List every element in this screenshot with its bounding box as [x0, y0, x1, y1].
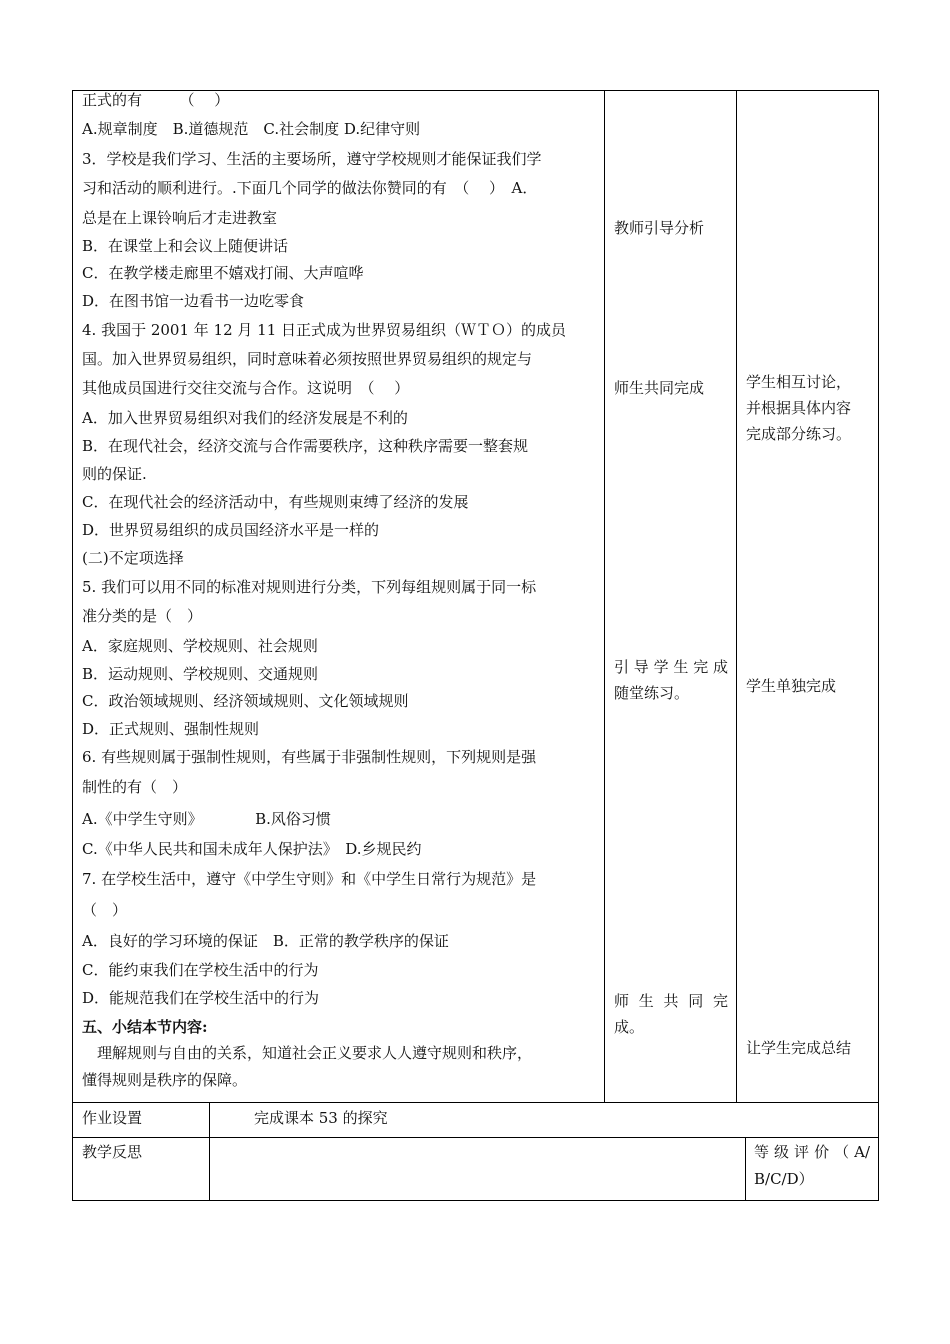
question-line: D．世界贸易组织的成员国经济水平是一样的	[82, 521, 380, 539]
question-line: D．正式规则、强制性规则	[82, 720, 260, 738]
question-line: 5. 我们可以用不同的标准对规则进行分类，下列每组规则属于同一标	[82, 578, 537, 596]
teacher-activity-3b: 随堂练习。	[614, 684, 690, 702]
question-line: A．家庭规则、学校规则、社会规则	[82, 637, 318, 655]
question-line: 3．学校是我们学习、生活的主要场所，遵守学校规则才能保证我们学	[82, 150, 542, 168]
summary-text: 懂得规则是秩序的保障。	[82, 1071, 248, 1089]
student-activity-2: 学生单独完成	[746, 677, 837, 695]
question-line: D．能规范我们在学校生活中的行为	[82, 989, 320, 1007]
teacher-activity-2: 师生共同完成	[614, 379, 705, 397]
question-line: B．在课堂上和会议上随便讲话	[82, 237, 289, 255]
question-line: 其他成员国进行交往交流与合作。这说明 （ ）	[82, 379, 410, 397]
column-divider-1	[604, 90, 605, 1102]
question-line: A.《中学生守则》 B.风俗习惯	[82, 810, 331, 828]
teacher-activity-4a: 师生共同完	[614, 992, 728, 1010]
homework-label: 作业设置	[82, 1109, 143, 1127]
question-line: C．能约束我们在学校生活中的行为	[82, 961, 319, 979]
row-divider-reflection	[72, 1137, 879, 1138]
question-line: 正式的有 （ ）	[82, 91, 230, 109]
grade-label: 等级评价（A/	[754, 1143, 870, 1161]
question-line: 4. 我国于 2001 年 12 月 11 日正式成为世界贸易组织（ＷＴＯ）的成员	[82, 321, 567, 339]
question-line: 习和活动的顺利进行。.下面几个同学的做法你赞同的有 （ ） A．	[82, 179, 538, 197]
row-divider-homework	[72, 1102, 879, 1103]
question-line: （ ）	[82, 901, 128, 919]
question-line: 总是在上课铃响后才走进教室	[82, 209, 278, 227]
summary-text: 理解规则与自由的关系，知道社会正义要求人人遵守规则和秩序，	[82, 1044, 533, 1062]
question-line: D．在图书馆一边看书一边吃零食	[82, 292, 305, 310]
section-heading: (二)不定项选择	[82, 549, 184, 567]
teacher-activity-3a: 引导学生完成	[614, 658, 728, 676]
question-line: A．良好的学习环境的保证 B．正常的教学秩序的保证	[82, 932, 449, 950]
student-activity-1b: 并根据具体内容	[746, 399, 852, 417]
grade-options: B/C/D）	[754, 1170, 814, 1188]
question-line: C.《中华人民共和国未成年人保护法》 D.乡规民约	[82, 840, 422, 858]
question-line: 制性的有（ ）	[82, 778, 188, 796]
question-line: A.规章制度 B.道德规范 C.社会制度 D.纪律守则	[82, 120, 421, 138]
footer-grade-divider	[745, 1137, 746, 1201]
question-line: B．运动规则、学校规则、交通规则	[82, 665, 319, 683]
question-line: 6. 有些规则属于强制性规则，有些属于非强制性规则，下列规则是强	[82, 748, 537, 766]
teacher-activity-1: 教师引导分析	[614, 219, 705, 237]
reflection-label: 教学反思	[82, 1143, 143, 1161]
question-line: 准分类的是（ ）	[82, 607, 203, 625]
footer-label-divider	[209, 1102, 210, 1201]
summary-heading: 五、小结本节内容:	[82, 1018, 208, 1036]
question-line: 国。加入世界贸易组织，同时意味着必须按照世界贸易组织的规定与	[82, 350, 533, 368]
question-line: B．在现代社会，经济交流与合作需要秩序，这种秩序需要一整套规	[82, 437, 529, 455]
teacher-activity-4b: 成。	[614, 1018, 645, 1036]
question-line: C．在教学楼走廊里不嬉戏打闹、大声喧哗	[82, 264, 364, 282]
question-line: 7. 在学校生活中，遵守《中学生守则》和《中学生日常行为规范》是	[82, 870, 537, 888]
question-line: C．在现代社会的经济活动中，有些规则束缚了经济的发展	[82, 493, 469, 511]
question-line: C．政治领域规则、经济领域规则、文化领域规则	[82, 692, 409, 710]
question-line: A．加入世界贸易组织对我们的经济发展是不利的	[82, 409, 408, 427]
column-divider-2	[736, 90, 737, 1102]
student-activity-1c: 完成部分练习。	[746, 425, 852, 443]
question-line: 则的保证.	[82, 465, 147, 483]
homework-value: 完成课本 53 的探究	[254, 1109, 388, 1127]
student-activity-1a: 学生相互讨论，	[746, 373, 852, 391]
student-activity-3: 让学生完成总结	[746, 1039, 852, 1057]
